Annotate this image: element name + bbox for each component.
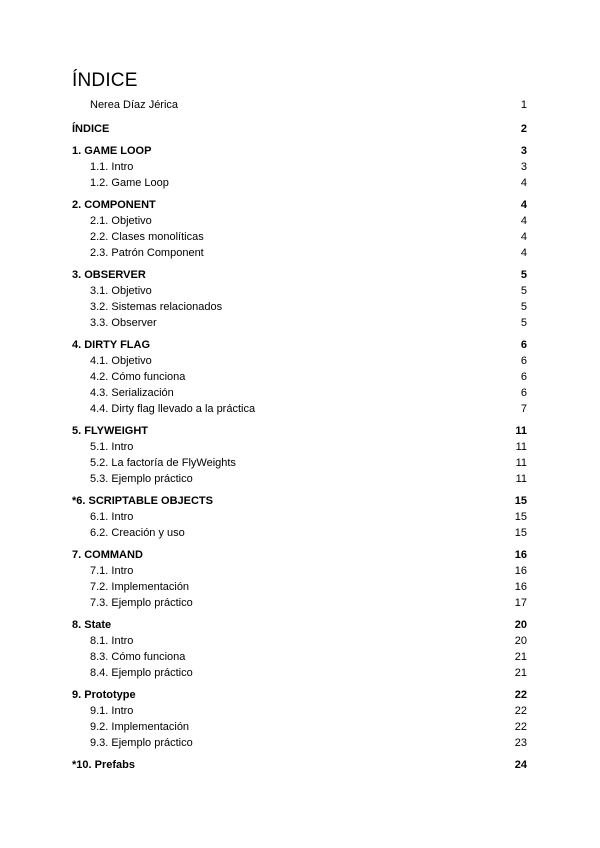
toc-entry-label: 2.3. Patrón Component <box>90 247 204 259</box>
toc-section-entry[interactable] <box>72 197 527 213</box>
toc-section-entry[interactable] <box>72 617 527 633</box>
toc-section-entry[interactable] <box>72 143 527 159</box>
toc-entry-page-number: 16 <box>514 581 527 593</box>
toc-entry-label: 7.3. Ejemplo práctico <box>90 597 193 609</box>
toc-entry-label: 7.2. Implementación <box>90 581 190 593</box>
toc-subsection-entry[interactable] <box>72 213 527 229</box>
toc-entry-page-number: 6 <box>520 339 527 351</box>
toc-subsection-entry[interactable] <box>72 703 527 719</box>
toc-entry-label: 5.1. Intro <box>90 441 134 453</box>
toc-entry-label: 3.2. Sistemas relacionados <box>90 301 223 313</box>
toc-subsection-entry[interactable] <box>72 455 527 471</box>
toc-entry-label: 8.1. Intro <box>90 635 134 647</box>
toc-entry-label: 5.3. Ejemplo práctico <box>90 473 193 485</box>
toc-entry-page-number: 16 <box>514 565 527 577</box>
toc-subsection-entry[interactable] <box>72 369 527 385</box>
toc-entry-page-number: 22 <box>514 705 527 717</box>
toc-entry-label: 7.1. Intro <box>90 565 134 577</box>
toc-entry-label: 1. GAME LOOP <box>72 145 152 157</box>
toc-subsection-entry[interactable] <box>72 385 527 401</box>
toc-subsection-entry[interactable] <box>72 665 527 681</box>
toc-entry-label: 6.1. Intro <box>90 511 134 523</box>
toc-entry-page-number: 21 <box>514 651 527 663</box>
toc-subsection-entry[interactable] <box>72 509 527 525</box>
toc-entry-page-number: 4 <box>520 177 527 189</box>
toc-entry-page-number: 3 <box>520 145 527 157</box>
toc-entry-page-number: 15 <box>514 527 527 539</box>
table-of-contents <box>72 97 527 773</box>
toc-entry-page-number: 5 <box>520 285 527 297</box>
toc-entry-label: 4.2. Cómo funciona <box>90 371 186 383</box>
toc-entry-page-number: 6 <box>520 355 527 367</box>
toc-entry-page-number: 2 <box>520 123 527 135</box>
toc-entry-label: 9.2. Implementación <box>90 721 190 733</box>
toc-entry-label: 3. OBSERVER <box>72 269 146 281</box>
toc-section-entry[interactable] <box>72 337 527 353</box>
toc-entry-page-number: 5 <box>520 317 527 329</box>
toc-entry-page-number: 22 <box>514 689 527 701</box>
toc-subsection-entry[interactable] <box>72 353 527 369</box>
toc-entry-label: 4.4. Dirty flag llevado a la práctica <box>90 403 256 415</box>
toc-entry-page-number: 21 <box>514 667 527 679</box>
toc-section-entry[interactable] <box>72 267 527 283</box>
toc-entry-label: 8. State <box>72 619 112 631</box>
toc-entry-page-number: 20 <box>514 635 527 647</box>
toc-subsection-entry[interactable] <box>72 563 527 579</box>
toc-entry-page-number: 16 <box>514 549 527 561</box>
toc-entry-label: 1.1. Intro <box>90 161 134 173</box>
toc-section-entry[interactable] <box>72 423 527 439</box>
page-title: ÍNDICE <box>72 70 138 91</box>
toc-subsection-entry[interactable] <box>72 401 527 417</box>
toc-entry-label: 8.3. Cómo funciona <box>90 651 186 663</box>
toc-entry-page-number: 15 <box>514 495 527 507</box>
toc-entry-page-number: 6 <box>520 387 527 399</box>
toc-entry-page-number: 11 <box>515 441 527 453</box>
toc-entry-label: 6.2. Creación y uso <box>90 527 185 539</box>
toc-author-entry[interactable] <box>72 97 527 113</box>
toc-section-entry[interactable] <box>72 547 527 563</box>
toc-subsection-entry[interactable] <box>72 525 527 541</box>
toc-entry-label: 9.3. Ejemplo práctico <box>90 737 193 749</box>
toc-entry-page-number: 7 <box>520 403 527 415</box>
toc-subsection-entry[interactable] <box>72 719 527 735</box>
toc-entry-label: 8.4. Ejemplo práctico <box>90 667 193 679</box>
toc-entry-page-number: 22 <box>514 721 527 733</box>
toc-subsection-entry[interactable] <box>72 245 527 261</box>
toc-entry-page-number: 15 <box>514 511 527 523</box>
toc-entry-label: 9.1. Intro <box>90 705 134 717</box>
toc-subsection-entry[interactable] <box>72 229 527 245</box>
toc-entry-label: 2.1. Objetivo <box>90 215 152 227</box>
toc-subsection-entry[interactable] <box>72 579 527 595</box>
toc-entry-page-number: 17 <box>514 597 527 609</box>
toc-entry-label: 9. Prototype <box>72 689 136 701</box>
toc-subsection-entry[interactable] <box>72 175 527 191</box>
toc-entry-page-number: 4 <box>520 231 527 243</box>
toc-section-entry[interactable] <box>72 493 527 509</box>
toc-subsection-entry[interactable] <box>72 315 527 331</box>
toc-entry-page-number: 24 <box>514 759 527 771</box>
toc-entry-page-number: 5 <box>520 269 527 281</box>
toc-entry-label: 7. COMMAND <box>72 549 143 561</box>
toc-entry-page-number: 4 <box>520 247 527 259</box>
toc-entry-label: 3.3. Observer <box>90 317 157 329</box>
toc-entry-page-number: 1 <box>520 99 527 111</box>
toc-entry-label: 4.1. Objetivo <box>90 355 152 367</box>
toc-entry-label: 3.1. Objetivo <box>90 285 152 297</box>
toc-subsection-entry[interactable] <box>72 633 527 649</box>
toc-entry-label: 4.3. Serialización <box>90 387 174 399</box>
toc-subsection-entry[interactable] <box>72 439 527 455</box>
toc-subsection-entry[interactable] <box>72 735 527 751</box>
toc-subsection-entry[interactable] <box>72 595 527 611</box>
toc-entry-label: Nerea Díaz Jérica <box>90 99 179 111</box>
toc-entry-page-number: 23 <box>514 737 527 749</box>
toc-entry-page-number: 4 <box>520 215 527 227</box>
toc-entry-page-number: 11 <box>515 457 527 469</box>
toc-subsection-entry[interactable] <box>72 471 527 487</box>
toc-entry-label: 2. COMPONENT <box>72 199 156 211</box>
toc-entry-page-number: 11 <box>515 473 527 485</box>
toc-entry-label: *10. Prefabs <box>72 759 135 771</box>
toc-entry-label: *6. SCRIPTABLE OBJECTS <box>72 495 213 507</box>
toc-subsection-entry[interactable] <box>72 159 527 175</box>
toc-section-entry[interactable] <box>72 757 527 773</box>
toc-section-entry[interactable] <box>72 687 527 703</box>
toc-entry-label: 2.2. Clases monolíticas <box>90 231 204 243</box>
toc-entry-page-number: 6 <box>520 371 527 383</box>
toc-entry-page-number: 11 <box>515 425 527 437</box>
toc-entry-page-number: 4 <box>520 199 527 211</box>
toc-subsection-entry[interactable] <box>72 283 527 299</box>
toc-entry-page-number: 3 <box>520 161 527 173</box>
toc-entry-page-number: 20 <box>514 619 527 631</box>
toc-section-entry[interactable] <box>72 121 527 137</box>
toc-subsection-entry[interactable] <box>72 649 527 665</box>
toc-entry-label: 5.2. La factoría de FlyWeights <box>90 457 236 469</box>
toc-entry-label: ÍNDICE <box>72 123 110 135</box>
toc-entry-page-number: 5 <box>520 301 527 313</box>
toc-entry-label: 1.2. Game Loop <box>90 177 169 189</box>
toc-entry-label: 5. FLYWEIGHT <box>72 425 148 437</box>
toc-subsection-entry[interactable] <box>72 299 527 315</box>
toc-entry-label: 4. DIRTY FLAG <box>72 339 151 351</box>
